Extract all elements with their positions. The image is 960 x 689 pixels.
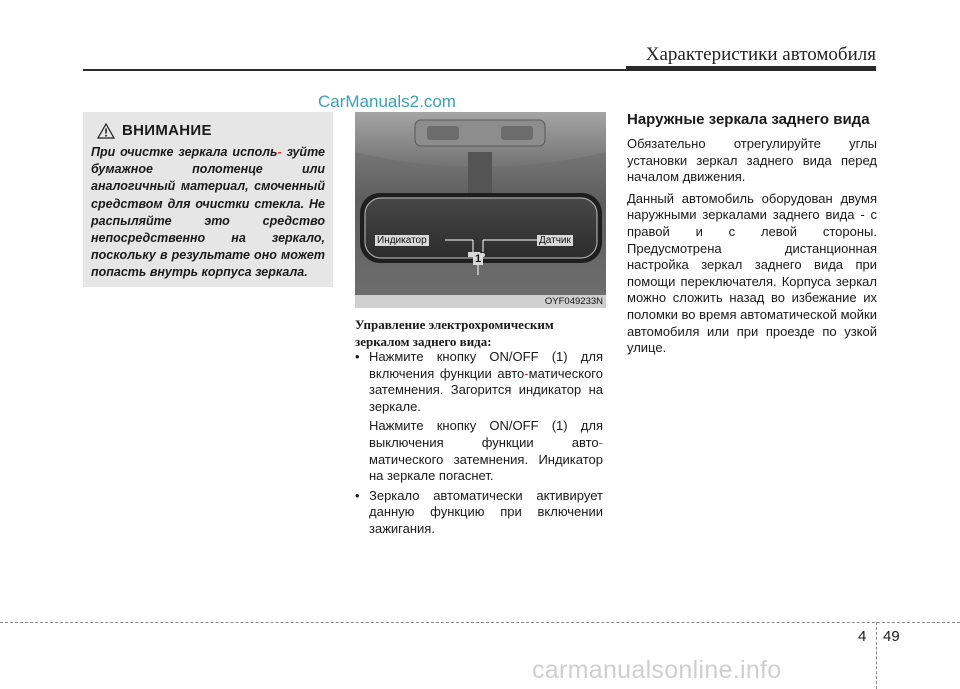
hyphen-mark: -	[524, 365, 529, 381]
paragraph: Данный автомобиль оборудован двумя наружными зеркалами заднего вида - с правой и с левой стороны. Предусмотрена дистанционная настройка зеркал заднего вида при помощи переключателя. Корпуса зеркал можно сложить назад во избежание их поломки во время автоматической мойки автомобиля или при проезде по узкой улице.	[627, 190, 877, 356]
section-heading: Наружные зеркала заднего вида	[627, 111, 870, 128]
mirror-illustration	[355, 112, 606, 308]
text-run: матического затемнения. Индикатор на зеркале погаснет.	[369, 451, 603, 484]
mirror-figure	[355, 112, 606, 308]
sensor-label: Датчик	[539, 235, 571, 246]
chapter-number: 4	[858, 628, 867, 645]
text-run: матического затемнения. Загорится индикатор на зеркале.	[369, 365, 603, 414]
indicator-label: Индикатор	[377, 235, 427, 246]
header-rule-accent	[626, 66, 876, 71]
warning-triangle-icon	[97, 123, 115, 139]
outside-mirrors-section	[627, 111, 877, 362]
hyphen-mark: -	[598, 434, 603, 450]
mirror-control-bullets	[355, 349, 603, 538]
footer-divider	[0, 622, 960, 623]
bullet-mark: •	[355, 349, 360, 364]
paragraph: Зеркало автоматически активирует данную функцию при включении зажигания.	[369, 487, 603, 536]
page-number: 49	[883, 628, 900, 645]
bullet-body	[369, 488, 603, 538]
footer-page-divider	[876, 622, 877, 689]
list-item	[355, 349, 603, 485]
paragraph: Обязательно отрегулируйте углы установки зеркал заднего вида перед началом движения.	[627, 136, 877, 185]
list-item	[355, 488, 603, 538]
paragraph	[369, 349, 603, 415]
warning-text-b: зуйте бумажное полотенце или аналогичный материал, смоченный средством для очистки стекла. Не распыляйте это средство непосредственно на зеркало, поскольку в результате оно может попасть внутрь корпуса зеркала.	[91, 145, 325, 280]
paragraph	[369, 418, 603, 484]
watermark-footer[interactable]: carmanualsonline.info	[532, 656, 782, 684]
figure-code: OYF049233N	[544, 296, 603, 307]
header-title: Характеристики автомобиля	[645, 44, 876, 65]
watermark-link[interactable]: CarManuals2.com	[318, 92, 456, 111]
warning-text-a: При очистке зеркала исполь	[91, 145, 278, 159]
warning-header	[97, 122, 325, 139]
callout-number: 1	[475, 253, 482, 265]
text-run: Нажмите кнопку ON/OFF (1) для выключения функции авто	[369, 418, 603, 450]
text-run: Нажмите кнопку ON/OFF (1) для включения функции авто	[369, 349, 603, 381]
warning-box	[83, 112, 333, 287]
warning-text	[91, 144, 325, 282]
bullet-body	[369, 349, 603, 485]
warning-title: ВНИМАНИЕ	[122, 122, 212, 139]
bullet-mark: •	[355, 487, 360, 503]
hyphen-mark: -	[277, 145, 282, 159]
mirror-control-heading: Управление электрохромическим зеркалом заднего вида:	[355, 317, 554, 349]
